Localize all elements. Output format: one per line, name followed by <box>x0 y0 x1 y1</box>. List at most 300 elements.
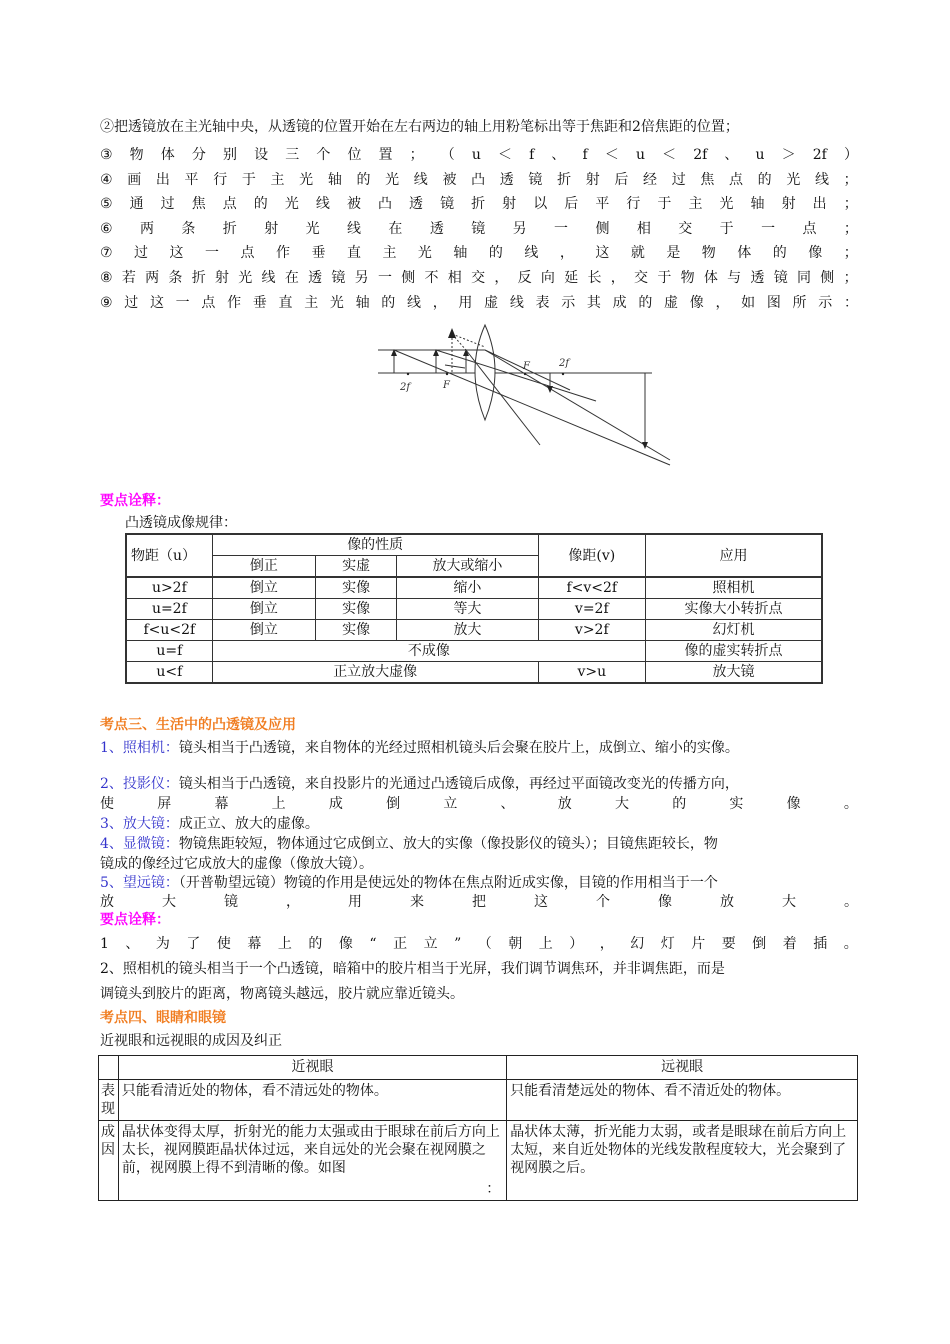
cell-myopia-symptom: 只能看清近处的物体，看不清远处的物体。 <box>118 1080 506 1121</box>
glyph: 、 <box>551 147 566 163</box>
step-3 <box>100 145 858 165</box>
cell-size: 等大 <box>397 599 538 620</box>
glyph: ⑨ <box>100 295 113 311</box>
glyph: 反 <box>517 270 532 286</box>
glyph: 光 <box>417 245 432 261</box>
glyph: 与 <box>727 270 742 286</box>
cell-u: u>2f <box>126 577 212 599</box>
glyph: 上 <box>271 796 286 812</box>
section3-item-2 <box>100 774 858 794</box>
table-row <box>126 620 822 641</box>
glyph: 镜 <box>331 270 346 286</box>
cell-u: u<f <box>126 662 212 684</box>
glyph: 点 <box>729 172 743 188</box>
glyph: 作 <box>227 295 242 311</box>
lens-table-caption: 凸透镜成像规律： <box>125 515 237 531</box>
cell-app: 幻灯机 <box>645 620 822 641</box>
glyph: 直 <box>346 245 361 261</box>
glyph: 透 <box>409 196 424 212</box>
glyph: 向 <box>540 270 555 286</box>
glyph: 凸 <box>377 196 392 212</box>
glyph: 折 <box>191 270 206 286</box>
cell-app: 照相机 <box>645 577 822 599</box>
glyph: 侧 <box>820 270 835 286</box>
glyph: 幕 <box>214 796 229 812</box>
glyph: 平 <box>184 172 199 188</box>
glyph: 镜 <box>440 196 455 212</box>
glyph: ； <box>843 245 858 261</box>
section3-item-4-cont: 镜成的像经过它成放大的虚像（像放大镜）。 <box>100 856 373 872</box>
glyph: 的 <box>772 245 787 261</box>
cell-orientation: 倒立 <box>212 620 315 641</box>
glyph: ， <box>599 936 614 952</box>
glyph: ⑧ <box>100 270 113 286</box>
cell-size: 放大 <box>397 620 538 641</box>
glyph: 幕 <box>247 936 262 952</box>
glyph: ④ <box>100 172 113 188</box>
item-label: 4、显微镜： <box>100 836 179 852</box>
glyph: 成 <box>612 295 627 311</box>
notes-heading-1: 要点诠释： <box>100 493 170 509</box>
glyph: 焦 <box>191 196 206 212</box>
glyph: 线 <box>261 270 276 286</box>
glyph: 大 <box>162 894 176 910</box>
glyph: 垂 <box>311 245 326 261</box>
glyph: 条 <box>168 270 183 286</box>
cell-type: 实像 <box>316 577 397 599</box>
glyph: 镜 <box>528 172 543 188</box>
glyph: 立 <box>423 936 438 952</box>
glyph: 在 <box>284 270 299 286</box>
glyph: 行 <box>213 172 228 188</box>
glyph: 透 <box>429 221 444 237</box>
glyph: ） <box>843 147 858 163</box>
glyph: 的 <box>253 196 268 212</box>
glyph: 平 <box>595 196 610 212</box>
table-row <box>99 1121 858 1201</box>
lens-imaging-table <box>125 533 823 684</box>
glyph: ， <box>286 894 300 910</box>
glyph: 2f <box>812 147 827 163</box>
glyph: 这 <box>595 245 610 261</box>
step-4 <box>100 170 858 190</box>
glyph: 线 <box>407 295 421 311</box>
cell-merged: 正立放大虚像 <box>212 662 538 684</box>
glyph: 幻 <box>630 936 645 952</box>
step-8 <box>100 268 858 288</box>
glyph: 在 <box>388 221 403 237</box>
cell-myopia-cause <box>118 1121 506 1201</box>
glyph: ； <box>843 270 858 286</box>
glyph: 设 <box>254 147 269 163</box>
glyph: 长 <box>587 270 602 286</box>
glyph: 主 <box>688 196 703 212</box>
glyph: 射 <box>214 270 229 286</box>
cell-u: f<u<2f <box>126 620 212 641</box>
step-7 <box>100 243 858 263</box>
glyph: 后 <box>614 172 629 188</box>
glyph: 要 <box>721 936 736 952</box>
glyph: 线 <box>524 245 539 261</box>
glyph: 。 <box>843 796 858 812</box>
cell-hyperopia-symptom: 只能看清楚远处的物体、看不清近处的物体。 <box>507 1080 858 1121</box>
glyph: 焦 <box>700 172 715 188</box>
item-text: 成正立、放大的虚像。 <box>178 816 319 832</box>
glyph: 主 <box>270 172 285 188</box>
glyph: 镜 <box>224 894 238 910</box>
glyph: 图 <box>766 295 781 311</box>
glyph: 的 <box>308 936 323 952</box>
glyph: 了 <box>186 936 201 952</box>
glyph: ； <box>843 221 858 237</box>
note-2a: 2、照相机的镜头相当于一个凸透镜，暗箱中的胶片相当于光屏，我们调节调焦环，并非调焦距，而是 <box>100 961 725 977</box>
section3-item-1 <box>100 738 858 758</box>
eye-defects-table <box>98 1055 858 1201</box>
note-2b: 调镜头到胶片的距离，物离镜头越远，胶片就应靠近镜头。 <box>100 986 464 1002</box>
myopia-cause-text: 晶状体变得太厚，折射光的能力太强或由于眼球在前后方向上太长，视网膜距晶状体过远，来自远处的光会聚在视网膜之前，视网膜上得不到清晰的像。如图 <box>121 1124 500 1176</box>
glyph: 光 <box>299 172 314 188</box>
glyph: 放 <box>720 894 734 910</box>
label-left-f: F <box>443 380 450 391</box>
section3-item-5 <box>100 873 858 893</box>
glyph: 物 <box>701 245 716 261</box>
glyph: 就 <box>630 245 645 261</box>
glyph: 光 <box>284 196 299 212</box>
glyph: 轴 <box>327 172 342 188</box>
glyph: 于 <box>719 221 734 237</box>
header-orientation: 倒正 <box>212 556 315 578</box>
glyph: 过 <box>124 295 139 311</box>
glyph: 一 <box>175 295 190 311</box>
glyph: 行 <box>626 196 641 212</box>
glyph: 轴 <box>453 245 468 261</box>
header-application: 应用 <box>645 534 822 577</box>
glyph: 置 <box>378 147 393 163</box>
header-size: 放大或缩小 <box>397 556 538 578</box>
glyph: ⑦ <box>100 245 113 261</box>
glyph: 别 <box>223 147 237 163</box>
glyph: 折 <box>557 172 572 188</box>
glyph: 另 <box>354 270 369 286</box>
label-right-f: F <box>523 361 530 372</box>
glyph: 倒 <box>752 936 767 952</box>
convex-lens-ray-diagram <box>370 320 690 470</box>
glyph: 过 <box>160 196 175 212</box>
glyph: 使 <box>216 936 231 952</box>
header-image-distance: 像距(v) <box>538 534 645 577</box>
glyph: 的 <box>638 295 653 311</box>
glyph: ⑤ <box>100 196 113 212</box>
glyph: 垂 <box>252 295 267 311</box>
cell-app: 放大镜 <box>645 662 822 684</box>
glyph: 大 <box>614 796 629 812</box>
table-row <box>126 641 822 662</box>
glyph: ； <box>409 147 424 163</box>
glyph: 的 <box>488 245 503 261</box>
cell-v: f<v<2f <box>538 577 645 599</box>
step-9 <box>100 293 858 313</box>
glyph: 的 <box>381 295 396 311</box>
note-1 <box>100 934 858 954</box>
cell-hyperopia-cause: 晶状体太薄，折光能力太弱，或者是眼球在前后方向上太短，来自近处物体的光线发散程度较大，光会聚到了视网膜之后。 <box>507 1121 858 1201</box>
glyph: 光 <box>719 196 734 212</box>
glyph: 用 <box>458 295 473 311</box>
row-label-symptom: 表现 <box>99 1080 119 1121</box>
glyph: 实 <box>729 796 744 812</box>
step-5 <box>100 194 858 214</box>
glyph: ， <box>494 270 509 286</box>
glyph: 正 <box>393 936 408 952</box>
item-text: （开普勒望远镜）物镜的作用是使远处的物体在焦点附近成实像，目镜的作用相当于一个 <box>178 875 718 891</box>
glyph: 、 <box>125 936 140 952</box>
glyph: 透 <box>499 172 514 188</box>
item-text: 镜头相当于凸透镜，来自物体的光经过照相机镜头后会聚在胶片上，成倒立、缩小的实像。 <box>178 740 739 756</box>
glyph: u <box>755 147 765 163</box>
glyph: 镜 <box>773 270 788 286</box>
glyph: 虚 <box>484 295 499 311</box>
glyph: 点 <box>802 221 817 237</box>
glyph: 这 <box>149 295 164 311</box>
glyph: 三 <box>285 147 300 163</box>
glyph: 2f <box>693 147 708 163</box>
glyph: 立 <box>443 796 458 812</box>
glyph: 于 <box>657 196 672 212</box>
glyph: ＞ <box>781 147 796 163</box>
glyph: ， <box>715 295 730 311</box>
glyph: 光 <box>238 270 253 286</box>
cell-orientation: 倒立 <box>212 599 315 620</box>
glyph: 1 <box>100 936 109 952</box>
glyph: 过 <box>671 172 686 188</box>
glyph: 所 <box>792 295 807 311</box>
glyph: 示 <box>818 295 833 311</box>
glyph: 出 <box>812 196 827 212</box>
glyph: 若 <box>121 270 136 286</box>
glyph: 光 <box>385 172 400 188</box>
item-label: 2、投影仪： <box>100 776 179 792</box>
glyph: 的 <box>757 172 772 188</box>
glyph: 条 <box>181 221 196 237</box>
glyph: 两 <box>145 270 160 286</box>
glyph: 一 <box>761 221 776 237</box>
glyph: ＜ <box>662 147 677 163</box>
glyph: 。 <box>844 894 858 910</box>
glyph: 凸 <box>471 172 486 188</box>
glyph: u <box>635 147 645 163</box>
glyph: 为 <box>155 936 170 952</box>
header-hyperopia: 远视眼 <box>507 1056 858 1080</box>
glyph: 线 <box>413 172 428 188</box>
glyph: 交 <box>634 270 649 286</box>
glyph: 分 <box>191 147 206 163</box>
glyph: 点 <box>222 196 237 212</box>
table-row <box>99 1080 858 1121</box>
myopia-cause-tail: ： <box>486 1181 501 1197</box>
glyph: 个 <box>316 147 331 163</box>
glyph: 这 <box>169 245 184 261</box>
glyph: 示 <box>561 295 576 311</box>
glyph: 体 <box>737 245 752 261</box>
glyph: 另 <box>512 221 527 237</box>
glyph: 后 <box>564 196 579 212</box>
table-row <box>126 577 822 599</box>
glyph: 位 <box>347 147 362 163</box>
section3-item-3 <box>100 814 858 834</box>
glyph: 上 <box>277 936 292 952</box>
glyph: 放 <box>557 796 572 812</box>
glyph: 表 <box>535 295 550 311</box>
cell-app: 实像大小转折点 <box>645 599 822 620</box>
glyph: 延 <box>564 270 579 286</box>
header-object-distance: 物距（u） <box>126 534 212 577</box>
glyph: 虚 <box>664 295 679 311</box>
section3-item-4 <box>100 834 858 854</box>
glyph: 直 <box>278 295 293 311</box>
glyph: ， <box>610 270 625 286</box>
glyph: 着 <box>782 936 797 952</box>
section3-item-5-cont <box>100 892 858 912</box>
cell-u: u=2f <box>126 599 212 620</box>
cell-merged: 不成像 <box>212 641 645 662</box>
cell-v: v>u <box>538 662 645 684</box>
glyph: 作 <box>275 245 290 261</box>
glyph: 主 <box>304 295 319 311</box>
glyph: 来 <box>410 894 424 910</box>
step-2: ②把透镜放在主光轴中央，从透镜的位置开始在左右两边的轴上用粉笔标出等于焦距和2倍焦距的位置； <box>100 119 739 135</box>
cell-type: 实像 <box>316 599 397 620</box>
glyph: 光 <box>305 221 320 237</box>
glyph: 镜 <box>471 221 486 237</box>
glyph: 像 <box>808 245 823 261</box>
glyph: 透 <box>308 270 323 286</box>
section4-caption: 近视眼和远视眼的成因及纠正 <box>100 1033 282 1049</box>
glyph: 被 <box>442 172 457 188</box>
glyph: 体 <box>160 147 175 163</box>
glyph: 射 <box>264 221 279 237</box>
glyph: 使 <box>100 796 114 812</box>
glyph: 轴 <box>355 295 370 311</box>
glyph: 折 <box>471 196 486 212</box>
glyph: f <box>529 147 535 163</box>
glyph: 像 <box>786 796 801 812</box>
header-myopia: 近视眼 <box>118 1056 506 1080</box>
glyph: 画 <box>127 172 142 188</box>
table-row <box>126 662 822 684</box>
glyph: 一 <box>554 221 569 237</box>
glyph: ， <box>432 295 447 311</box>
glyph: 于 <box>241 172 256 188</box>
section3-item-2-cont <box>100 794 858 814</box>
cell-type: 实像 <box>316 620 397 641</box>
glyph: 线 <box>814 172 829 188</box>
glyph: ＜ <box>498 147 513 163</box>
section4-heading: 考点四、眼睛和眼镜 <box>100 1010 226 1026</box>
glyph: 线 <box>315 196 330 212</box>
glyph: 轴 <box>750 196 765 212</box>
glyph: u <box>471 147 481 163</box>
glyph: 插 <box>813 936 828 952</box>
glyph: 把 <box>472 894 486 910</box>
glyph: 主 <box>382 245 397 261</box>
glyph: 放 <box>100 894 114 910</box>
glyph: ； <box>843 172 858 188</box>
glyph: ： <box>843 295 858 311</box>
glyph: 点 <box>201 295 216 311</box>
glyph: ⑥ <box>100 221 113 237</box>
glyph: 一 <box>377 270 392 286</box>
glyph: 上 <box>538 936 553 952</box>
glyph: 相 <box>636 221 651 237</box>
glyph: 片 <box>691 936 706 952</box>
glyph: 是 <box>666 245 681 261</box>
label-right-2f: 2f <box>559 358 570 369</box>
glyph: 交 <box>471 270 486 286</box>
glyph: 的 <box>672 796 687 812</box>
glyph: 像 <box>338 936 353 952</box>
glyph: 、 <box>500 796 515 812</box>
glyph: 同 <box>797 270 811 286</box>
glyph: ； <box>843 196 858 212</box>
cell-orientation: 倒立 <box>212 577 315 599</box>
glyph: 两 <box>139 221 154 237</box>
glyph: 线 <box>509 295 524 311</box>
glyph: 射 <box>781 196 796 212</box>
glyph: 。 <box>843 936 858 952</box>
glyph: 交 <box>678 221 693 237</box>
cell-app: 像的虚实转折点 <box>645 641 822 662</box>
item-text: 镜头相当于凸透镜，来自投影片的光通过凸透镜后成像，再经过平面镜改变光的传播方向， <box>178 776 739 792</box>
glyph: 像 <box>689 295 704 311</box>
step-6 <box>100 219 858 239</box>
glyph: 朝 <box>508 936 523 952</box>
glyph: 不 <box>424 270 439 286</box>
item-label: 3、放大镜： <box>100 816 179 832</box>
glyph: 过 <box>134 245 149 261</box>
glyph: 物 <box>129 147 144 163</box>
glyph: 通 <box>129 196 144 212</box>
glyph: 相 <box>447 270 462 286</box>
glyph: 经 <box>643 172 658 188</box>
glyph: （ <box>440 147 455 163</box>
glyph: 屏 <box>157 796 172 812</box>
glyph: （ <box>477 936 492 952</box>
glyph: 折 <box>222 221 237 237</box>
glyph: 光 <box>786 172 801 188</box>
glyph: 被 <box>346 196 361 212</box>
glyph: 侧 <box>401 270 416 286</box>
glyph: 透 <box>750 270 765 286</box>
header-real-virtual: 实虚 <box>316 556 397 578</box>
glyph: ） <box>569 936 584 952</box>
glyph: ， <box>559 245 574 261</box>
glyph: f <box>582 147 588 163</box>
glyph: 侧 <box>595 221 610 237</box>
row-label-cause: 成因 <box>99 1121 119 1201</box>
corner-cell <box>99 1056 119 1080</box>
glyph: 于 <box>657 270 672 286</box>
glyph: 如 <box>741 295 756 311</box>
glyph: ” <box>454 936 462 952</box>
glyph: ＜ <box>604 147 619 163</box>
glyph: 射 <box>502 196 517 212</box>
glyph: 灯 <box>660 936 675 952</box>
glyph: “ <box>369 936 377 952</box>
glyph: 这 <box>534 894 548 910</box>
glyph: 射 <box>585 172 600 188</box>
glyph: 点 <box>240 245 255 261</box>
glyph: 个 <box>596 894 610 910</box>
glyph: 倒 <box>386 796 401 812</box>
